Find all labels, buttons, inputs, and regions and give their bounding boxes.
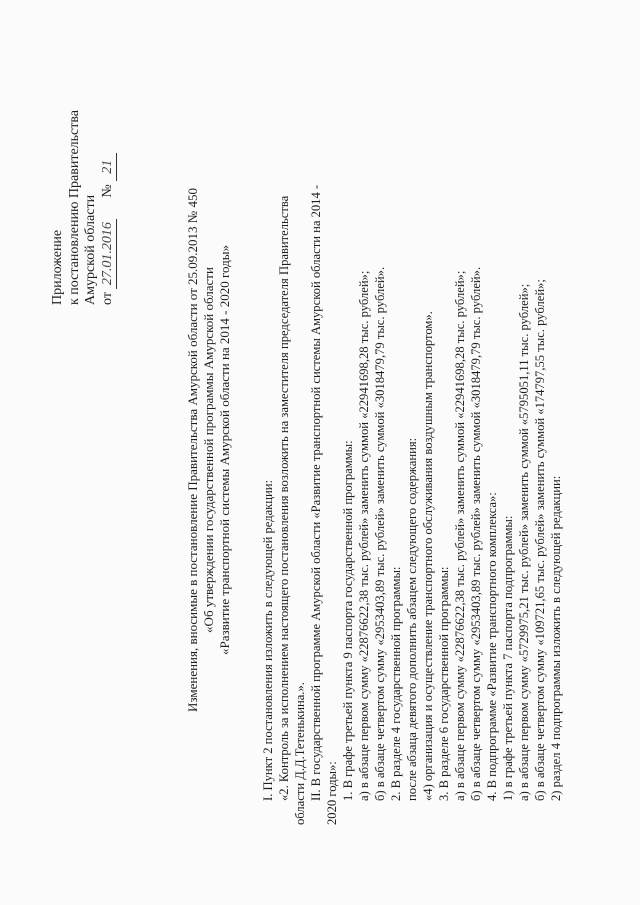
paragraph: «2. Контроль за исполнением настоящего постановления возложить на заместителя председателя Правительства [277, 195, 291, 801]
paragraph: б) в абзаце четвертом сумму «109721,65 тыс. рублей» заменить суммой «174797,55 тыс. рублей»; [533, 279, 547, 801]
appendix-block [50, 45, 117, 305]
paragraph: 1) в графе третьей пункта 7 паспорта подпрограммы: [501, 515, 515, 801]
document-body [260, 35, 564, 825]
paragraph: 4. В подпрограмме «Развитие транспортного комплекса»: [485, 492, 499, 801]
paragraph: б) в абзаце четвертом сумму «2953403,89 тыс. рублей» заменить суммой «3018479,79 тыс. рублей». [469, 266, 483, 801]
heading-line-3: «Развитие транспортной системы Амурской области на 2014 - 2020 годы» [217, 245, 232, 656]
document-heading [185, 90, 233, 810]
number-label: № [99, 184, 115, 198]
number-value: 21 [100, 153, 118, 181]
appendix-region: Амурской области [83, 194, 98, 305]
paragraph: 2) раздел 4 подпрограммы изложить в следующей редакции: [549, 475, 563, 801]
paragraph: области Д.Д.Тетенькина.». [293, 682, 307, 825]
paragraph: а) в абзаце первом сумму «22876622,38 тыс. рублей» заменить суммой «22941698,28 тыс. рублей»; [357, 270, 371, 801]
heading-line-1: Изменения, вносимые в постановление Правительства Амурской области от 25.09.2013 № 450 [185, 188, 200, 712]
appendix-title: Приложение [50, 229, 65, 305]
appendix-resolution: к постановлению Правительства [66, 109, 82, 305]
appendix-date-row [100, 45, 118, 305]
paragraph: II. В государственной программе Амурской области «Развитие транспортной системы Амурской области на 2014 - [309, 184, 323, 801]
paragraph: б) в абзаце четвертом сумму «2953403,89 тыс. рублей» заменить суммой «3018479,79 тыс. рублей». [373, 266, 387, 801]
paragraph: 1. В графе третьей пункта 9 паспорта государственной программы: [341, 440, 355, 801]
paragraph: 2. В разделе 4 государственной программы: [389, 566, 403, 801]
paragraph: I. Пункт 2 постановления изложить в следующей редакции: [261, 479, 275, 801]
date-prefix: от [99, 292, 115, 305]
paragraph: а) в абзаце первом сумму «22876622,38 тыс. рублей» заменить суммой «22941698,28 тыс. рублей»; [453, 270, 467, 801]
date-value: 27.01.2016 [100, 219, 118, 289]
paragraph: после абзаца девятого дополнить абзацем следующего содержания: [405, 437, 419, 801]
heading-line-2: «Об утверждении государственной программы Амурской области [201, 267, 216, 633]
paragraph: «4) организация и осуществление транспортного обслуживания воздушным транспортом». [421, 311, 435, 801]
paragraph: 2020 годы»: [325, 761, 339, 825]
paragraph: а) в абзаце первом сумму «5729975,21 тыс. рублей» заменить суммой «5795051,11 тыс. рублей»; [517, 283, 531, 801]
paragraph: 3. В разделе 6 государственной программы: [437, 566, 451, 801]
